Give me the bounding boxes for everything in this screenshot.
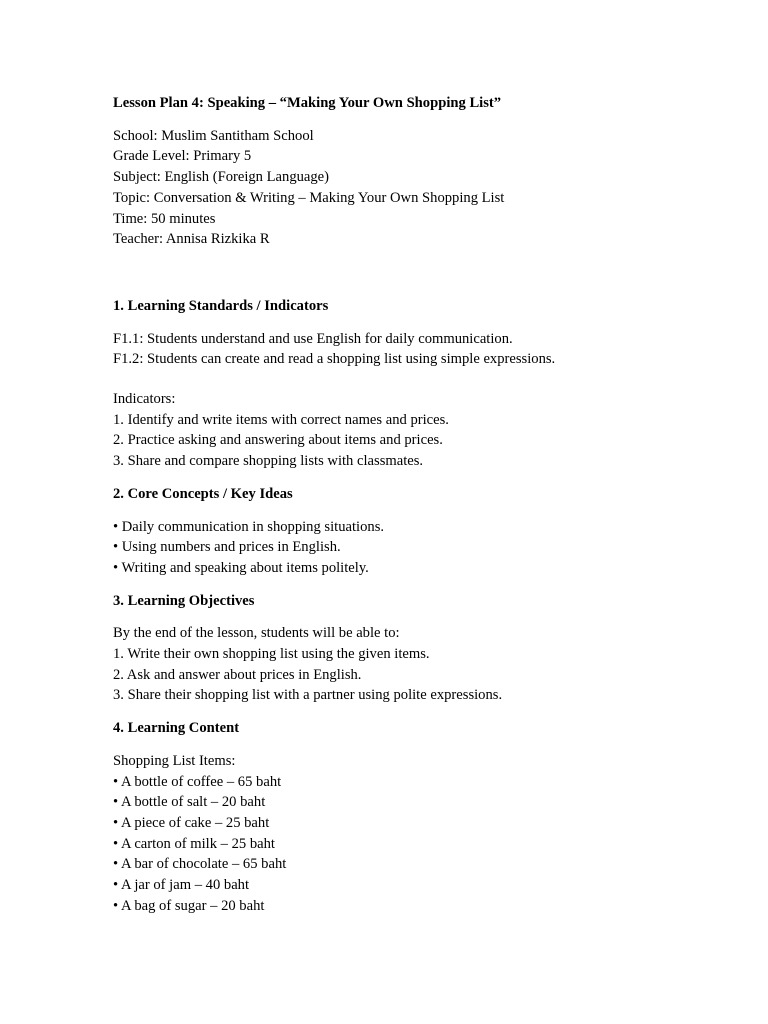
info-grade-level: Grade Level: Primary 5 [113,148,252,165]
info-school: School: Muslim Santitham School [113,127,314,144]
info-time: Time: 50 minutes [113,210,216,227]
indicator-item: 2. Practice asking and answering about items and prices. [113,432,443,449]
shopping-list-item: • A bar of chocolate – 65 baht [113,856,287,873]
concept-item: • Using numbers and prices in English. [113,539,341,556]
info-topic: Topic: Conversation & Writing – Making Your Own Shopping List [113,189,505,206]
document-page [113,93,713,917]
objective-item: 3. Share their shopping list with a partner using polite expressions. [113,687,503,704]
shopping-list-label: Shopping List Items: [113,752,236,769]
indicator-item: 1. Identify and write items with correct names and prices. [113,411,449,428]
info-subject: Subject: English (Foreign Language) [113,169,330,186]
section-heading: 2. Core Concepts / Key Ideas [113,485,293,502]
objective-item: 2. Ask and answer about prices in English. [113,666,362,683]
section-learning-standards [113,296,713,472]
section-learning-objectives [113,591,713,707]
shopping-list-item: • A bottle of salt – 20 baht [113,794,266,811]
shopping-list-item: • A piece of cake – 25 baht [113,814,270,831]
section-heading: 3. Learning Objectives [113,592,255,609]
section-heading: 4. Learning Content [113,720,240,737]
concept-item: • Daily communication in shopping situations. [113,518,385,535]
shopping-list-item: • A bottle of coffee – 65 baht [113,773,282,790]
info-teacher: Teacher: Annisa Rizkika R [113,231,270,248]
objective-item: 1. Write their own shopping list using the given items. [113,646,430,663]
lesson-info [113,126,713,250]
concept-item: • Writing and speaking about items politely. [113,559,369,576]
indicator-item: 3. Share and compare shopping lists with classmates. [113,453,424,470]
shopping-list-item: • A jar of jam – 40 baht [113,877,250,894]
section-core-concepts [113,484,713,579]
indicators-label: Indicators: [113,391,176,408]
objectives-intro: By the end of the lesson, students will be able to: [113,625,400,642]
lesson-title: Lesson Plan 4: Speaking – “Making Your Own Shopping List” [113,95,502,111]
standard-item: F1.1: Students understand and use English for daily communication. [113,330,513,347]
standard-item: F1.2: Students can create and read a shopping list using simple expressions. [113,351,556,368]
shopping-list-item: • A carton of milk – 25 baht [113,835,275,852]
section-learning-content [113,718,713,916]
shopping-list-item: • A bag of sugar – 20 baht [113,897,265,914]
section-heading: 1. Learning Standards / Indicators [113,297,329,314]
